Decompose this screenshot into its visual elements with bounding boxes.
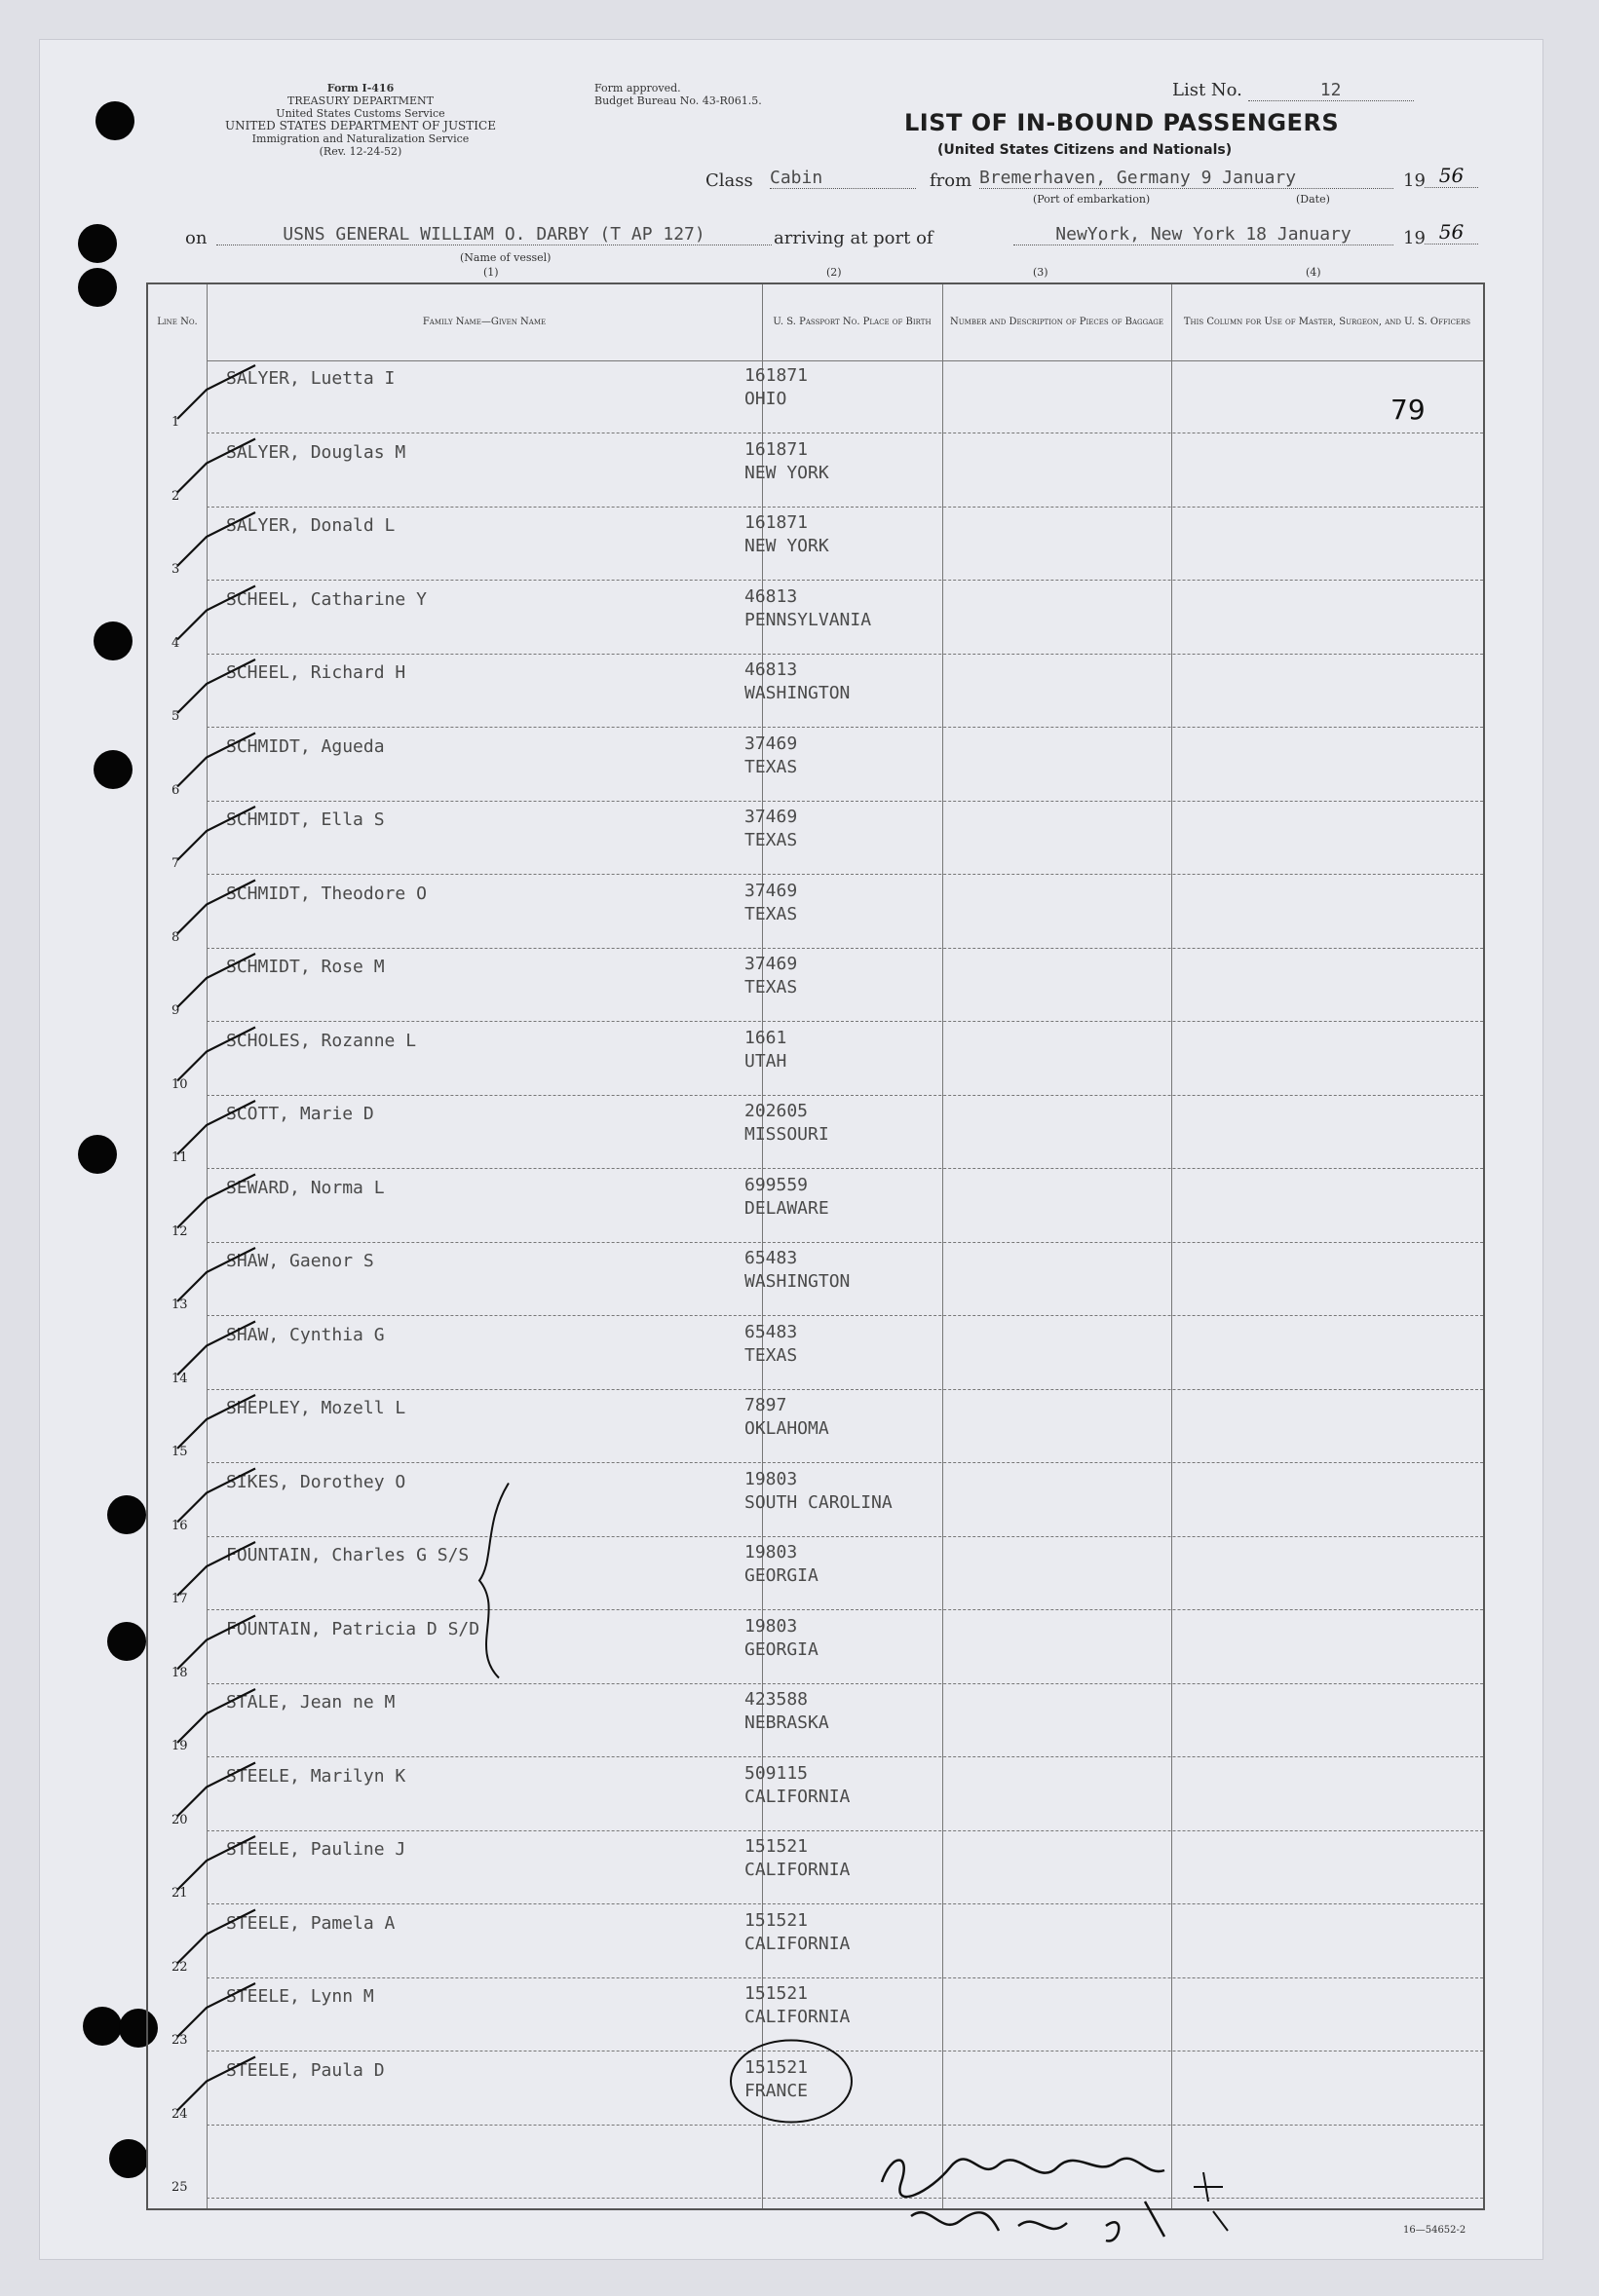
port-caption: (Port of embarkation)	[1033, 193, 1151, 206]
place-of-birth: TEXAS	[744, 756, 798, 777]
class-value: Cabin	[770, 168, 916, 189]
table-row	[148, 1978, 1483, 2051]
header-line-no: Line No.	[157, 317, 198, 327]
table-row	[148, 1684, 1483, 1757]
table-row	[148, 1831, 1483, 1904]
place-of-birth: TEXAS	[744, 830, 798, 850]
passenger-name: FOUNTAIN, Patricia D S/D	[226, 1618, 480, 1639]
passport-birth	[744, 1027, 786, 1073]
punch-hole	[95, 101, 134, 140]
passenger-name: STEELE, Paula D	[226, 2059, 385, 2081]
row-line-number: 21	[171, 1886, 188, 1901]
passport-birth	[744, 733, 797, 779]
table-row	[148, 949, 1483, 1022]
passport-number: 46813	[744, 659, 798, 680]
table-row	[148, 1243, 1483, 1316]
table-row	[148, 508, 1483, 581]
passenger-name: SCHEEL, Catharine Y	[226, 588, 427, 610]
table-row	[148, 360, 1483, 433]
row-line-number: 7	[171, 856, 180, 871]
arriving-label: arriving at port of	[774, 228, 933, 248]
table-row	[148, 1317, 1483, 1390]
table-row	[148, 1464, 1483, 1537]
passport-birth	[744, 880, 797, 926]
row-line-number: 5	[171, 709, 180, 724]
passenger-name: SCHOLES, Rozanne L	[226, 1030, 417, 1051]
punch-hole	[78, 1135, 117, 1174]
year-prefix: 19	[1403, 170, 1426, 191]
place-of-birth: DELAWARE	[744, 1197, 829, 1219]
vessel-name: USNS GENERAL WILLIAM O. DARBY (T AP 127)	[216, 224, 772, 245]
table-row	[148, 1611, 1483, 1684]
table-row	[148, 582, 1483, 655]
passport-number: 37469	[744, 880, 798, 901]
passport-birth	[744, 1762, 850, 1809]
passenger-name: STEELE, Pamela A	[226, 1912, 396, 1934]
passenger-name: SCHMIDT, Ella S	[226, 809, 385, 830]
table-row	[148, 1390, 1483, 1463]
row-separator	[207, 2198, 1483, 2199]
passport-birth	[744, 1174, 829, 1221]
place-of-birth: CALIFORNIA	[744, 1786, 851, 1807]
passport-number: 46813	[744, 585, 798, 607]
passenger-name: STEELE, Marilyn K	[226, 1765, 406, 1787]
passport-birth	[744, 1982, 850, 2029]
table-row	[148, 2126, 1483, 2199]
passport-number: 19803	[744, 1542, 798, 1562]
arrival-port: NewYork, New York 18 January	[1013, 224, 1393, 245]
passport-number: 151521	[744, 2056, 809, 2078]
form-agency-block	[175, 82, 546, 158]
row-line-number: 19	[171, 1739, 188, 1753]
place-of-birth: TEXAS	[744, 1344, 798, 1366]
row-line-number: 11	[171, 1150, 188, 1165]
passport-number: 65483	[744, 1321, 798, 1342]
passport-number: 37469	[744, 807, 798, 827]
year-value: 56	[1425, 164, 1478, 188]
row-line-number: 4	[171, 635, 180, 651]
table-row	[148, 2052, 1483, 2126]
passport-birth	[744, 585, 871, 632]
row-line-number: 3	[171, 562, 180, 577]
budget-bureau: Budget Bureau No. 43-R061.5.	[594, 94, 762, 107]
row-line-number: 13	[171, 1298, 188, 1312]
passport-number: 65483	[744, 1248, 798, 1268]
class-label: Class	[705, 170, 753, 191]
passport-number: 1661	[744, 1027, 787, 1048]
place-of-birth: TEXAS	[744, 977, 798, 997]
row-line-number: 12	[171, 1223, 188, 1239]
place-of-birth: CALIFORNIA	[744, 1933, 851, 1954]
year2-value: 56	[1425, 220, 1478, 245]
table-row	[148, 434, 1483, 508]
officer-note: 79	[1390, 394, 1426, 426]
passport-number: 7897	[744, 1395, 787, 1415]
passport-birth	[744, 438, 829, 485]
place-of-birth: MISSOURI	[744, 1124, 829, 1145]
passport-number: 37469	[744, 954, 798, 974]
place-of-birth: OKLAHOMA	[744, 1418, 829, 1439]
passport-number: 151521	[744, 1983, 809, 2004]
passport-birth	[744, 511, 829, 558]
row-line-number: 22	[171, 1959, 188, 1975]
list-number-field	[1172, 80, 1414, 101]
revision: (Rev. 12-24-52)	[319, 145, 402, 158]
passenger-name: SIKES, Dorothey O	[226, 1471, 406, 1492]
header-officers: This Column for Use of Master, Surgeon, and U. S. Officers	[1183, 317, 1471, 327]
passenger-name: STEELE, Pauline J	[226, 1839, 406, 1860]
passport-number: 151521	[744, 1836, 809, 1857]
table-row	[148, 1537, 1483, 1610]
row-line-number: 2	[171, 488, 180, 504]
row-line-number: 23	[171, 2033, 188, 2048]
table-row	[148, 655, 1483, 728]
passport-birth	[744, 1468, 893, 1515]
approval-block	[594, 82, 762, 107]
passport-birth	[744, 1100, 829, 1147]
place-of-birth: CALIFORNIA	[744, 1860, 851, 1880]
table-row	[148, 876, 1483, 949]
on-label: on	[185, 228, 208, 248]
row-line-number: 1	[171, 415, 180, 430]
passenger-name: SHEPLEY, Mozell L	[226, 1398, 406, 1418]
from-label: from	[930, 170, 972, 191]
passport-birth	[744, 1615, 819, 1662]
passenger-table	[146, 282, 1485, 2210]
passport-number: 202605	[744, 1101, 809, 1121]
passport-number: 161871	[744, 512, 809, 533]
place-of-birth: TEXAS	[744, 903, 798, 924]
place-of-birth: NEW YORK	[744, 536, 829, 556]
punch-hole	[107, 1495, 146, 1534]
customs-service: United States Customs Service	[276, 107, 445, 120]
passenger-name: SCHEEL, Richard H	[226, 662, 406, 683]
passenger-name: SHAW, Cynthia G	[226, 1324, 385, 1345]
row-line-number: 17	[171, 1592, 188, 1606]
row-line-number: 24	[171, 2106, 188, 2122]
passenger-name: FOUNTAIN, Charles G S/S	[226, 1545, 470, 1565]
row-line-number: 18	[171, 1665, 188, 1680]
row-line-number: 6	[171, 782, 180, 798]
date-caption: (Date)	[1296, 193, 1330, 206]
row-line-number: 20	[171, 1812, 188, 1827]
passport-birth	[744, 1835, 850, 1882]
header-baggage: Number and Description of Pieces of Baggage	[950, 317, 1163, 327]
form-approved: Form approved.	[594, 82, 681, 94]
place-of-birth: SOUTH CAROLINA	[744, 1491, 893, 1513]
row-line-number: 16	[171, 1518, 188, 1533]
list-number-value: 12	[1248, 80, 1414, 101]
form-code: 16—54652-2	[1403, 2225, 1466, 2236]
passport-birth	[744, 1321, 797, 1368]
col-num-1: (1)	[483, 266, 499, 279]
passenger-name: SALYER, Luetta I	[226, 368, 396, 389]
table-row	[148, 802, 1483, 875]
place-of-birth: NEW YORK	[744, 462, 829, 483]
place-of-birth: CALIFORNIA	[744, 2007, 851, 2027]
punch-hole	[94, 750, 133, 789]
place-of-birth: NEBRASKA	[744, 1713, 829, 1733]
place-of-birth: OHIO	[744, 389, 787, 409]
passport-number: 423588	[744, 1689, 809, 1710]
passport-birth	[744, 659, 850, 705]
header-name: Family Name—Given Name	[422, 317, 547, 327]
table-row	[148, 1096, 1483, 1169]
dept-treasury: TREASURY DEPARTMENT	[287, 94, 434, 107]
passport-birth	[744, 1688, 829, 1735]
table-row	[148, 1905, 1483, 1978]
punch-hole	[94, 621, 133, 660]
passport-number: 37469	[744, 733, 798, 754]
place-of-birth: WASHINGTON	[744, 683, 851, 703]
punch-hole	[83, 2007, 122, 2046]
col-num-2: (2)	[826, 266, 842, 279]
table-row	[148, 729, 1483, 802]
passport-birth	[744, 1909, 850, 1956]
passenger-name: STALE, Jean ne M	[226, 1692, 396, 1713]
passport-birth	[744, 953, 797, 999]
passport-number: 151521	[744, 1909, 809, 1931]
passenger-name: SEWARD, Norma L	[226, 1177, 385, 1198]
place-of-birth: UTAH	[744, 1050, 787, 1072]
row-line-number: 8	[171, 929, 180, 945]
form-number: Form I-416	[326, 82, 395, 94]
passenger-name: SCHMIDT, Rose M	[226, 957, 385, 977]
row-line-number: 25	[171, 2180, 188, 2195]
punch-hole	[109, 2139, 148, 2178]
ins-service: Immigration and Naturalization Service	[251, 132, 470, 145]
place-of-birth: WASHINGTON	[744, 1271, 851, 1292]
passport-number: 509115	[744, 1762, 809, 1784]
passenger-name: SHAW, Gaenor S	[226, 1251, 374, 1271]
punch-hole	[78, 268, 117, 307]
page-title: LIST OF IN-BOUND PASSENGERS	[904, 109, 1340, 136]
passport-number: 19803	[744, 1615, 798, 1637]
passport-birth	[744, 1394, 829, 1441]
passenger-name: SALYER, Donald L	[226, 515, 396, 536]
list-number-label: List No.	[1172, 80, 1242, 100]
passenger-name: STEELE, Lynn M	[226, 1986, 374, 2007]
place-of-birth: PENNSYLVANIA	[744, 609, 872, 630]
row-line-number: 14	[171, 1371, 188, 1386]
row-line-number: 9	[171, 1003, 180, 1018]
passenger-name: SALYER, Douglas M	[226, 441, 406, 463]
passport-birth	[744, 364, 808, 411]
col-num-3: (3)	[1033, 266, 1048, 279]
row-line-number: 10	[171, 1076, 188, 1092]
passport-birth	[744, 806, 797, 852]
row-line-number: 15	[171, 1445, 188, 1459]
place-of-birth: GEORGIA	[744, 1638, 819, 1660]
year2-prefix: 19	[1403, 228, 1426, 248]
passenger-name: SCHMIDT, Agueda	[226, 735, 385, 757]
from-value: Bremerhaven, Germany 9 January	[979, 168, 1393, 189]
punch-hole	[107, 1622, 146, 1661]
passport-birth	[744, 2056, 808, 2103]
table-row	[148, 1023, 1483, 1096]
table-row	[148, 1758, 1483, 1831]
place-of-birth: GEORGIA	[744, 1565, 819, 1586]
page-subtitle: (United States Citizens and Nationals)	[937, 142, 1233, 158]
passenger-name: SCOTT, Marie D	[226, 1104, 374, 1124]
passport-number: 19803	[744, 1468, 798, 1489]
signature-scrawl	[872, 2143, 1252, 2250]
place-of-birth: FRANCE	[744, 2080, 809, 2101]
passport-number: 161871	[744, 365, 809, 386]
punch-hole	[78, 224, 117, 263]
header-passport: U. S. Passport No. Place of Birth	[773, 317, 932, 327]
passport-number: 161871	[744, 438, 809, 460]
col-num-4: (4)	[1306, 266, 1321, 279]
passenger-name: SCHMIDT, Theodore O	[226, 883, 427, 904]
dept-justice: UNITED STATES DEPARTMENT OF JUSTICE	[225, 119, 496, 132]
passport-birth	[744, 1247, 850, 1294]
table-row	[148, 1170, 1483, 1243]
handwritten-signature	[872, 2143, 1252, 2254]
passport-number: 699559	[744, 1174, 809, 1195]
vessel-caption: (Name of vessel)	[460, 251, 552, 264]
passport-birth	[744, 1541, 819, 1588]
